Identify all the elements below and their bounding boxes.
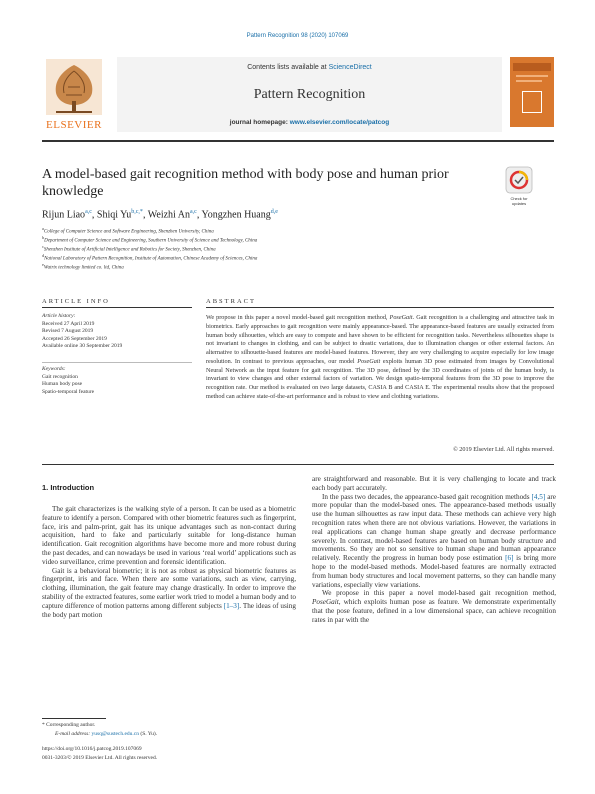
paragraph-text: are more popular than the model-based ones. The appearance-based methods usually use the human silhouettes as raw input data. These methods can achieve very high recognition rates when there are not obvious variations. However, the variations in real applications can change human shape greatly and decrease performance severely. In contrast, model-based features are based on human body structure and movements. So they are not so sensitive to human shape and human appearance relatively. Recently the progress in human body pose estimation [312,492,556,563]
corresponding-author-note [42,722,95,728]
author-affiliation-mark[interactable]: a,c [85,209,92,215]
journal-citation[interactable]: Pattern Recognition 98 (2020) 107069 [246,33,349,39]
journal-cover-image[interactable] [510,57,554,127]
paragraph: are straightforward and reasonable. But it is very challenging to locate and track each body part accurately. [312,475,556,492]
author-separator: , [196,209,202,221]
abstract-method-name: PoseGait [357,357,381,365]
affiliation [42,253,257,262]
paragraph-text: is bring more hope to the model-based methods. Model-based features are normally extracted from human body structures and local movement patterns, so they can handle many variations, especially view variations. [312,554,557,589]
author-name[interactable]: Weizhi An [147,209,191,221]
abstract-body [206,314,554,402]
history-revised: Revised 7 August 2019 [42,328,94,334]
citation-link[interactable]: [6] [505,554,514,563]
history-label: Article history: [42,313,76,319]
right-column [312,475,556,625]
issn-copyright: 0031-3203/© 2019 Elsevier Ltd. All rights reserved. [42,755,158,761]
journal-banner [117,57,502,132]
homepage-link[interactable]: www.elsevier.com/locate/patcog [289,119,390,126]
author-list [42,209,278,220]
elsevier-wordmark: ELSEVIER [46,119,102,131]
author-affiliation-mark[interactable]: a,c [190,209,197,215]
paragraph-text: In the pass two decades, the appearance-based gait recognition methods [322,492,532,501]
sciencedirect-link[interactable]: ScienceDirect [328,64,372,71]
email-link[interactable]: yusq@sustech.edu.cn [91,731,139,737]
paragraph [312,493,556,590]
article-info-heading: ARTICLE INFO [42,298,110,305]
history-received: Received 27 April 2019 [42,320,95,327]
abstract-text: We propose in this paper a novel model-based gait recognition method, [206,314,390,321]
article-title: A model-based gait recognition method with body pose and human prior knowledge [42,167,449,199]
journal-homepage [117,119,502,126]
abstract-method-name: PoseGait [389,314,413,321]
affiliation-letter: a [42,226,44,231]
affiliation [42,235,257,244]
keyword-item: Human body pose [42,381,83,387]
abstract-bottom-divider [42,464,554,465]
author-name[interactable]: Rijun Liao [42,209,86,221]
paragraph-text: Gait is a behavioral biometric; it is not as robust as physical biometric features as fingerprint, iris and face. When there are some variations, such as view, carrying, clothing, illumination, the gait feature may change drastically. In order to improve the stability of the extracted features, some earlier work tried to model a human body and to capture difference of motion patterns among different subjects [42,566,296,610]
check-for-updates-badge[interactable] [503,166,535,206]
method-name: PoseGait [312,598,339,607]
elsevier-logo [42,57,106,129]
paragraph [312,589,556,624]
affiliation-letter: b [42,235,45,240]
info-divider [42,307,192,308]
email-label: E-mail address: [55,731,92,737]
header-divider [42,140,554,142]
author-affiliation-mark[interactable]: b,c,* [131,209,143,215]
doi-link[interactable]: https://doi.org/10.1016/j.patcog.2019.107069 [42,746,142,752]
journal-title: Pattern Recognition [253,87,366,102]
history-online: Available online 30 September 2019 [42,343,123,349]
abstract-divider [206,307,554,308]
abstract-text: exploits human 3D pose estimated from images by Convolutional Neural Network as the input feature for gait recognition. The 3D pose, defined by the 3D coordinates of joints of the human body, is invariant to view changes and other external factors of variation. We design spatio-temporal features from the 3D pose to improve the recognition rate. Our method is evaluated on two large datasets, CASIA B and CASIA E. The experimental results show that the proposed method can achieve state-of-the-art performance and is robust to view and clothing variations. [206,357,554,400]
affiliation [42,226,214,235]
keywords-divider [42,362,192,363]
affiliation-text: Watrix technology limited co. ltd, China [43,265,124,271]
cover-lines [516,80,542,82]
affiliation-letter: d [42,253,45,258]
author-name[interactable]: Shiqi Yu [96,209,132,221]
paragraph-text: , which exploits human pose as feature. We demonstrate experimentally that the pose feature, defined in a low dimensional space, can achieve recognition rates in par with the [312,598,556,624]
contents-line [117,64,502,71]
contents-prefix: Contents lists available at [247,64,329,71]
affiliation-letter: e [42,262,44,267]
affiliation-text: Shenzhen Institute of Artificial Intelligence and Robotics for Society, Shenzhen, China [43,247,216,253]
affiliation-text: Department of Computer Science and Engineering, Southern University of Science and Technology, China [44,238,258,244]
citation-link[interactable]: [1–3] [223,601,240,610]
keyword-item: Spatio-temporal feature [42,388,95,395]
left-column [42,505,296,619]
paragraph: The gait characterizes is the walking style of a person. It can be used as a biometric feature to identify a person. Compared with other biometric features such as fingerprint, face, iris and palm-print, gait has its unique advantages such as non-contact during acquisition, hard to fake and particularly suitable for long-distance human identification. Gait recognition algorithms have become more and more robust during the past decades, and can nowadays be used in various ‘real world’ applications such as video surveillance, crime prevention and forensic identification. [42,505,296,566]
check-updates-icon [503,166,535,196]
keywords [42,366,192,396]
author-affiliation-mark[interactable]: d,e [270,209,278,215]
affiliation [42,244,216,253]
abstract-heading: ABSTRACT [206,298,256,305]
abstract-copyright: © 2019 Elsevier Ltd. All rights reserved. [453,446,554,453]
asterisk: * [42,722,47,728]
cover-lines [516,75,548,77]
keyword-item: Gait recognition [42,373,78,380]
email-note [55,731,157,737]
cover-title-band [513,63,551,71]
email-suffix: (S. Yu). [139,731,158,737]
author-name[interactable]: Yongzhen Huang [201,209,271,221]
affiliation-text: College of Computer Science and Software Engineering, Shenzhen University, China [43,229,214,235]
footnote-text: Corresponding author. [46,722,96,728]
footnote-divider [42,718,106,719]
abstract-text: . Gait recognition is a challenging and attractive task in biometrics. Early approaches to gait recognition were mainly appearance-based. The appearance-based features are usually extracted from human body silhouettes, which are easy to compute and have shown to be efficient for recognition tasks. Nevertheless silhouettes shape is not invariant to changes in clothing, and can be subject to drastic variations, due to illumination changes or other external factors. An alternative to silhouette-based features are model-based features. However, they are very challenging to acquire especially for low image resolution. In contrast to previous approaches, our model [206,314,554,365]
affiliation-letter: c [42,244,44,249]
homepage-label: journal homepage: [229,119,290,126]
affiliation [42,262,124,271]
history-accepted: Accepted 26 September 2019 [42,335,107,342]
article-history [42,313,192,351]
keywords-label: Keywords: [42,366,66,372]
check-updates-label: Check for updates [510,196,528,206]
author-separator: , [91,209,97,221]
cover-emblem-icon [522,91,542,113]
author-separator: , [142,209,148,221]
affiliation-text: National Laboratory of Pattern Recognition, Institute of Automation, Chinese Academy of Sciences, China [44,256,258,262]
citation-link[interactable]: [4,5] [531,492,546,501]
paragraph-text: We propose in this paper a novel model-based gait recognition method, [322,589,556,598]
section-heading-introduction: 1. Introduction [42,483,95,492]
paragraph-text: . The ideas of using the body part motion [42,601,296,619]
paragraph [42,567,296,620]
